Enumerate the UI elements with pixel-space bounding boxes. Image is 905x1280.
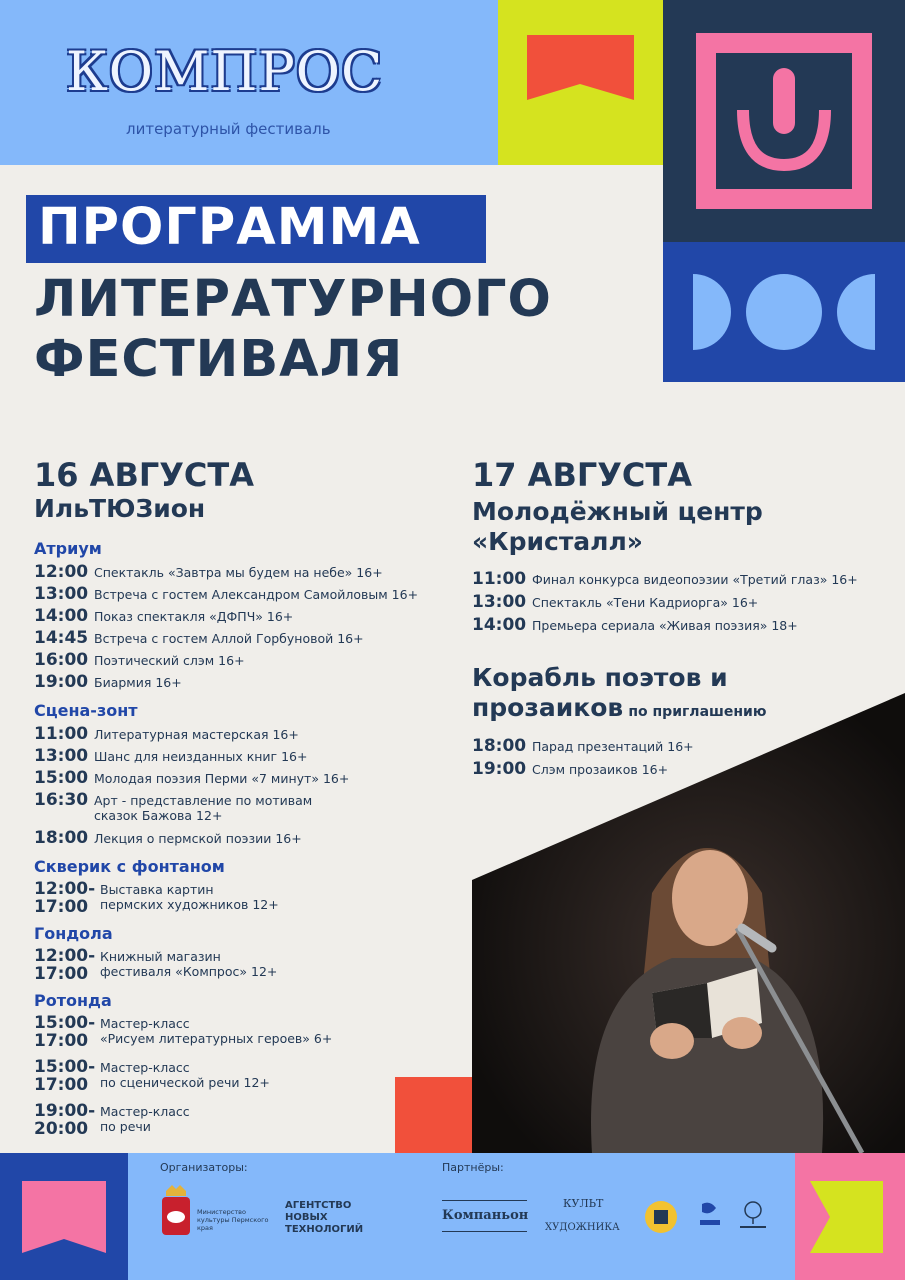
day2-venue-line1: Молодёжный центр — [472, 497, 763, 526]
partner-kompanion-logo: Компаньон — [442, 1200, 527, 1232]
partner-kult-line1: КУЛЬТ — [563, 1197, 604, 1210]
partner-kult-line2: ХУДОЖНИКА — [545, 1222, 620, 1233]
schedule-row — [34, 1014, 464, 1058]
day1-venue: ИльТЮЗион — [34, 494, 206, 523]
event-title: Мастер-класс по речи — [100, 1104, 190, 1134]
event-time: 13:00 — [34, 746, 89, 766]
event-time: 15:00- 17:00 — [34, 1057, 96, 1095]
decor-red-square — [395, 1077, 472, 1153]
zone-title: Гондола — [34, 924, 113, 943]
schedule-row — [472, 737, 772, 760]
schedule-row — [472, 570, 902, 593]
schedule-row — [472, 760, 772, 783]
event-time: 19:00- 20:00 — [34, 1101, 96, 1139]
day2-venue-line2: «Кристалл» — [472, 527, 643, 556]
event-time: 14:00 — [472, 615, 527, 635]
event-time: 16:30 — [34, 790, 89, 810]
day1-date: 16 АВГУСТА — [34, 456, 254, 494]
event-title: Встреча с гостем Александром Самойловым 16+ — [94, 587, 419, 602]
zone-title: Ротонда — [34, 991, 112, 1010]
event-title: Мастер-класс «Рисуем литературных героев» 6+ — [100, 1016, 333, 1046]
schedule-row — [34, 747, 464, 769]
agency-name: АГЕНТСТВО НОВЫХ ТЕХНОЛОГИЙ — [285, 1200, 364, 1235]
page-title-line3: ФЕСТИВАЛЯ — [34, 330, 404, 389]
event-time: 12:00 — [34, 562, 89, 582]
schedule-row — [34, 673, 464, 695]
event-title: Поэтический слэм 16+ — [94, 653, 245, 668]
event-time: 14:00 — [34, 606, 89, 626]
event-title: Встреча с гостем Аллой Горбуновой 16+ — [94, 631, 364, 646]
ministry-logo — [160, 1183, 192, 1243]
event-time: 19:00 — [472, 759, 527, 779]
event-time: 13:00 — [34, 584, 89, 604]
partner-tv-logo — [696, 1200, 724, 1236]
event-title: Арт - представление по мотивам сказок Бажова 12+ — [94, 793, 313, 823]
day2-schedule — [472, 570, 902, 639]
perm-crest-icon — [160, 1183, 192, 1239]
event-time: 18:00 — [34, 828, 89, 848]
event-title: Парад презентаций 16+ — [532, 739, 694, 754]
schedule-row — [34, 725, 464, 747]
header-lime-block — [498, 0, 663, 165]
schedule-row — [34, 629, 464, 651]
event-title: Лекция о пермской поэзии 16+ — [94, 831, 302, 846]
event-title: Книжный магазин фестиваля «Компрос» 12+ — [100, 949, 278, 979]
event-title: Литературная мастерская 16+ — [94, 727, 299, 742]
footer-right-block — [795, 1153, 905, 1280]
event-title: Премьера сериала «Живая поэзия» 18+ — [532, 618, 798, 633]
footer-left-block — [0, 1153, 128, 1280]
festival-subtitle: литературный фестиваль — [126, 120, 331, 138]
event-time: 12:00- 17:00 — [34, 946, 96, 984]
schedule-row — [34, 880, 464, 920]
ship-title-line2: прозаиков по приглашению — [472, 693, 767, 722]
schedule-row — [34, 947, 464, 987]
ship-title-line1: Корабль поэтов и — [472, 663, 728, 692]
event-time: 11:00 — [34, 724, 89, 744]
ministry-name: Министерство культуры Пермского края — [197, 1208, 269, 1232]
header-navy-block — [663, 0, 905, 242]
partner-circle-icon — [644, 1200, 678, 1234]
day1-schedule — [34, 539, 464, 1142]
schedule-row — [34, 791, 464, 829]
event-time: 12:00- 17:00 — [34, 879, 96, 917]
festival-logo: КОМПРОС — [66, 40, 384, 103]
schedule-row — [34, 585, 464, 607]
zone-title: Скверик с фонтаном — [34, 857, 225, 876]
partner-tv-icon — [696, 1200, 724, 1232]
day2-date: 17 АВГУСТА — [472, 456, 692, 494]
bookmark-right-icon — [795, 1153, 905, 1280]
header-royal-block — [663, 242, 905, 382]
event-title: Биармия 16+ — [94, 675, 182, 690]
event-time: 18:00 — [472, 736, 527, 756]
ship-note: по приглашению — [628, 704, 767, 720]
partner-yellow-logo — [644, 1200, 678, 1238]
bookmark-icon — [0, 1153, 128, 1280]
schedule-row — [34, 829, 464, 851]
event-title: Спектакль «Завтра мы будем на небе» 16+ — [94, 565, 383, 580]
event-title: Выставка картин пермских художников 12+ — [100, 882, 279, 912]
schedule-row — [34, 563, 464, 585]
schedule-row — [472, 593, 902, 616]
event-time: 15:00 — [34, 768, 89, 788]
event-title: Слэм прозаиков 16+ — [532, 762, 669, 777]
event-title: Мастер-класс по сценической речи 12+ — [100, 1060, 270, 1090]
event-time: 13:00 — [472, 592, 527, 612]
zone-title: Сцена-зонт — [34, 701, 138, 720]
event-time: 14:45 — [34, 628, 89, 648]
schedule-row — [34, 607, 464, 629]
partner-tree-icon — [736, 1200, 770, 1232]
page-title-line2: ЛИТЕРАТУРНОГО — [34, 270, 552, 329]
page-title-line1: ПРОГРАММА — [38, 198, 421, 257]
event-time: 19:00 — [34, 672, 89, 692]
event-title: Шанс для неизданных книг 16+ — [94, 749, 308, 764]
event-title: Показ спектакля «ДФПЧ» 16+ — [94, 609, 294, 624]
partners-label: Партнёры: — [442, 1161, 504, 1174]
schedule-row — [472, 616, 902, 639]
ship-schedule — [472, 737, 772, 783]
bookmark-icon — [498, 0, 663, 165]
half-circles-icon — [663, 242, 905, 382]
schedule-row — [34, 651, 464, 673]
organizers-label: Организаторы: — [160, 1161, 248, 1174]
event-title: Молодая поэзия Перми «7 минут» 16+ — [94, 771, 350, 786]
event-time: 15:00- 17:00 — [34, 1013, 96, 1051]
event-title: Финал конкурса видеопоэзии «Третий глаз» 16+ — [532, 572, 858, 587]
microphone-icon — [663, 0, 905, 242]
event-title: Спектакль «Тени Кадриорга» 16+ — [532, 595, 759, 610]
schedule-row — [34, 769, 464, 791]
partner-library-logo — [736, 1200, 770, 1236]
event-time: 16:00 — [34, 650, 89, 670]
zone-title: Атриум — [34, 539, 102, 558]
event-time: 11:00 — [472, 569, 527, 589]
